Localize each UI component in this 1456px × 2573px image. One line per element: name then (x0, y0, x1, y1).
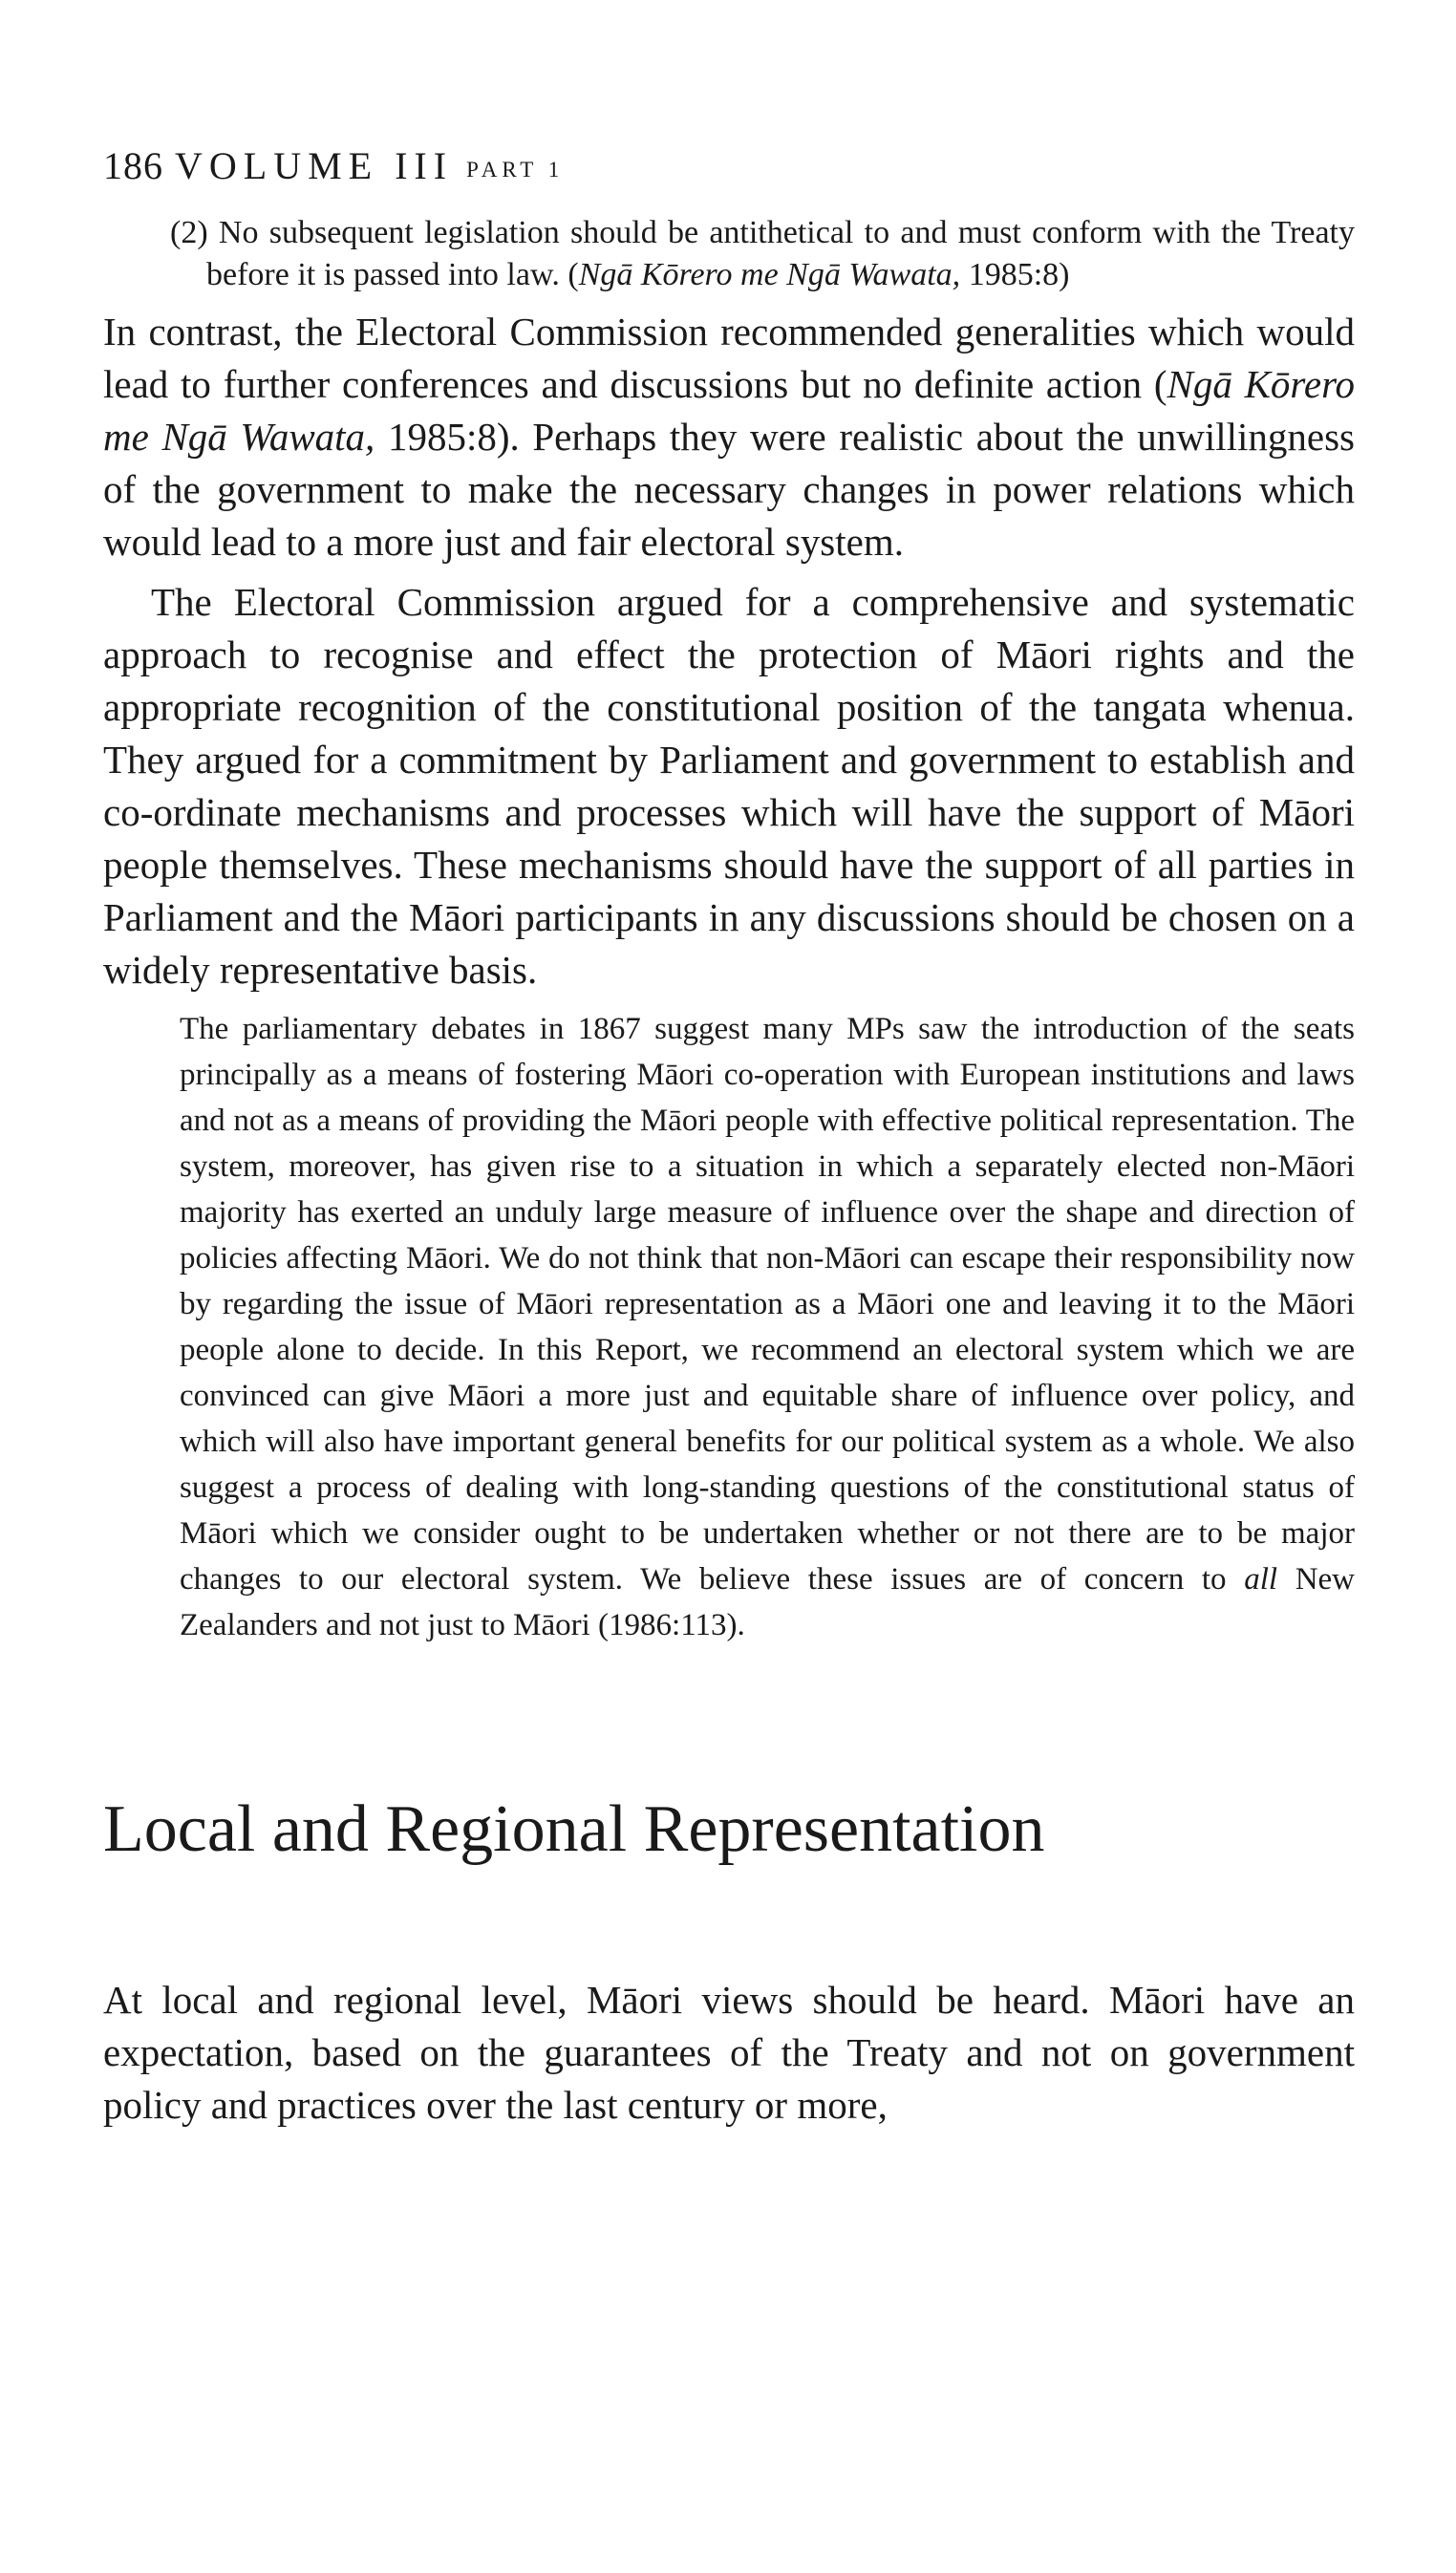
paragraph-contrast-citation: Ngā Kōrero me Ngā Wawata, (103, 362, 1355, 459)
paragraph-contrast-start: In contrast, the Electoral Commission recommended generalities which would lead to further conferences and discussions but no definite action ( (103, 310, 1355, 406)
block-quote-emphasis: all (1244, 1562, 1278, 1597)
paragraph-local-regional: At local and regional level, Māori views should be heard. Māori have an expectation, based on the guarantees of the Treaty and not on government policy and practices over the last century or more, (103, 1977, 1355, 2127)
block-quote (180, 1006, 1355, 1648)
list-item-citation-title: Ngā Kōrero me Ngā Wawata, (578, 257, 961, 292)
document-page (103, 143, 1355, 2132)
list-item-citation-year: 1985:8) (960, 257, 1070, 292)
list-item-text: (2) No subsequent legislation should be antithetical to and must conform with the Treaty before it is passed into law. ( (170, 215, 1355, 292)
running-head (103, 143, 1355, 189)
page-number: 186 (103, 144, 163, 187)
volume-label: VOLUME III (175, 144, 454, 187)
block-quote-end: New Zealanders and not just to Māori (1986:113). (180, 1562, 1356, 1642)
section-heading: Local and Regional Representation (103, 1792, 1045, 1866)
paragraph-commission: The Electoral Commission argued for a comprehensive and systematic approach to recognise and effect the protection of Māori rights and the appropriate recognition of the constitutional position of the tangata whenua. They argued for a commitment by Parliament and government to establish and co-ordinate mechanisms and processes which will have the support of Māori people themselves. These mechanisms should have the support of all parties in Parliament and the Māori participants in any discussions should be chosen on a widely representative basis. (103, 580, 1355, 992)
part-label: PART 1 (466, 158, 565, 182)
paragraph-contrast-end: 1985:8). Perhaps they were realistic about the unwillingness of the government to make the necessary changes in power relations which would lead to a more just and fair electoral system. (103, 415, 1355, 564)
block-quote-text: The parliamentary debates in 1867 suggest many MPs saw the introduction of the seats principally as a means of fostering Māori co-operation with European institutions and laws and not as a means of providing the Māori people with effective political representation. The system, moreover, has given rise to a situation in which a separately elected non-Māori majority has exerted an unduly large measure of influence over the shape and direction of policies affecting Māori. We do not think that non-Māori can escape their responsibility now by regarding the issue of Māori representation as a Māori one and leaving it to the Māori people alone to decide. In this Report, we recommend an electoral system which we are convinced can give Māori a more just and equitable share of influence over policy, and which will also have important general benefits for our political system as a whole. We also suggest a process of dealing with long-standing questions of the constitutional status of Māori which we consider ought to be undertaken whether or not there are to be major changes to our electoral system. We believe these issues are of concern to (180, 1012, 1355, 1597)
paragraph-contrast (103, 306, 1355, 568)
numbered-recommendation (170, 212, 1355, 296)
